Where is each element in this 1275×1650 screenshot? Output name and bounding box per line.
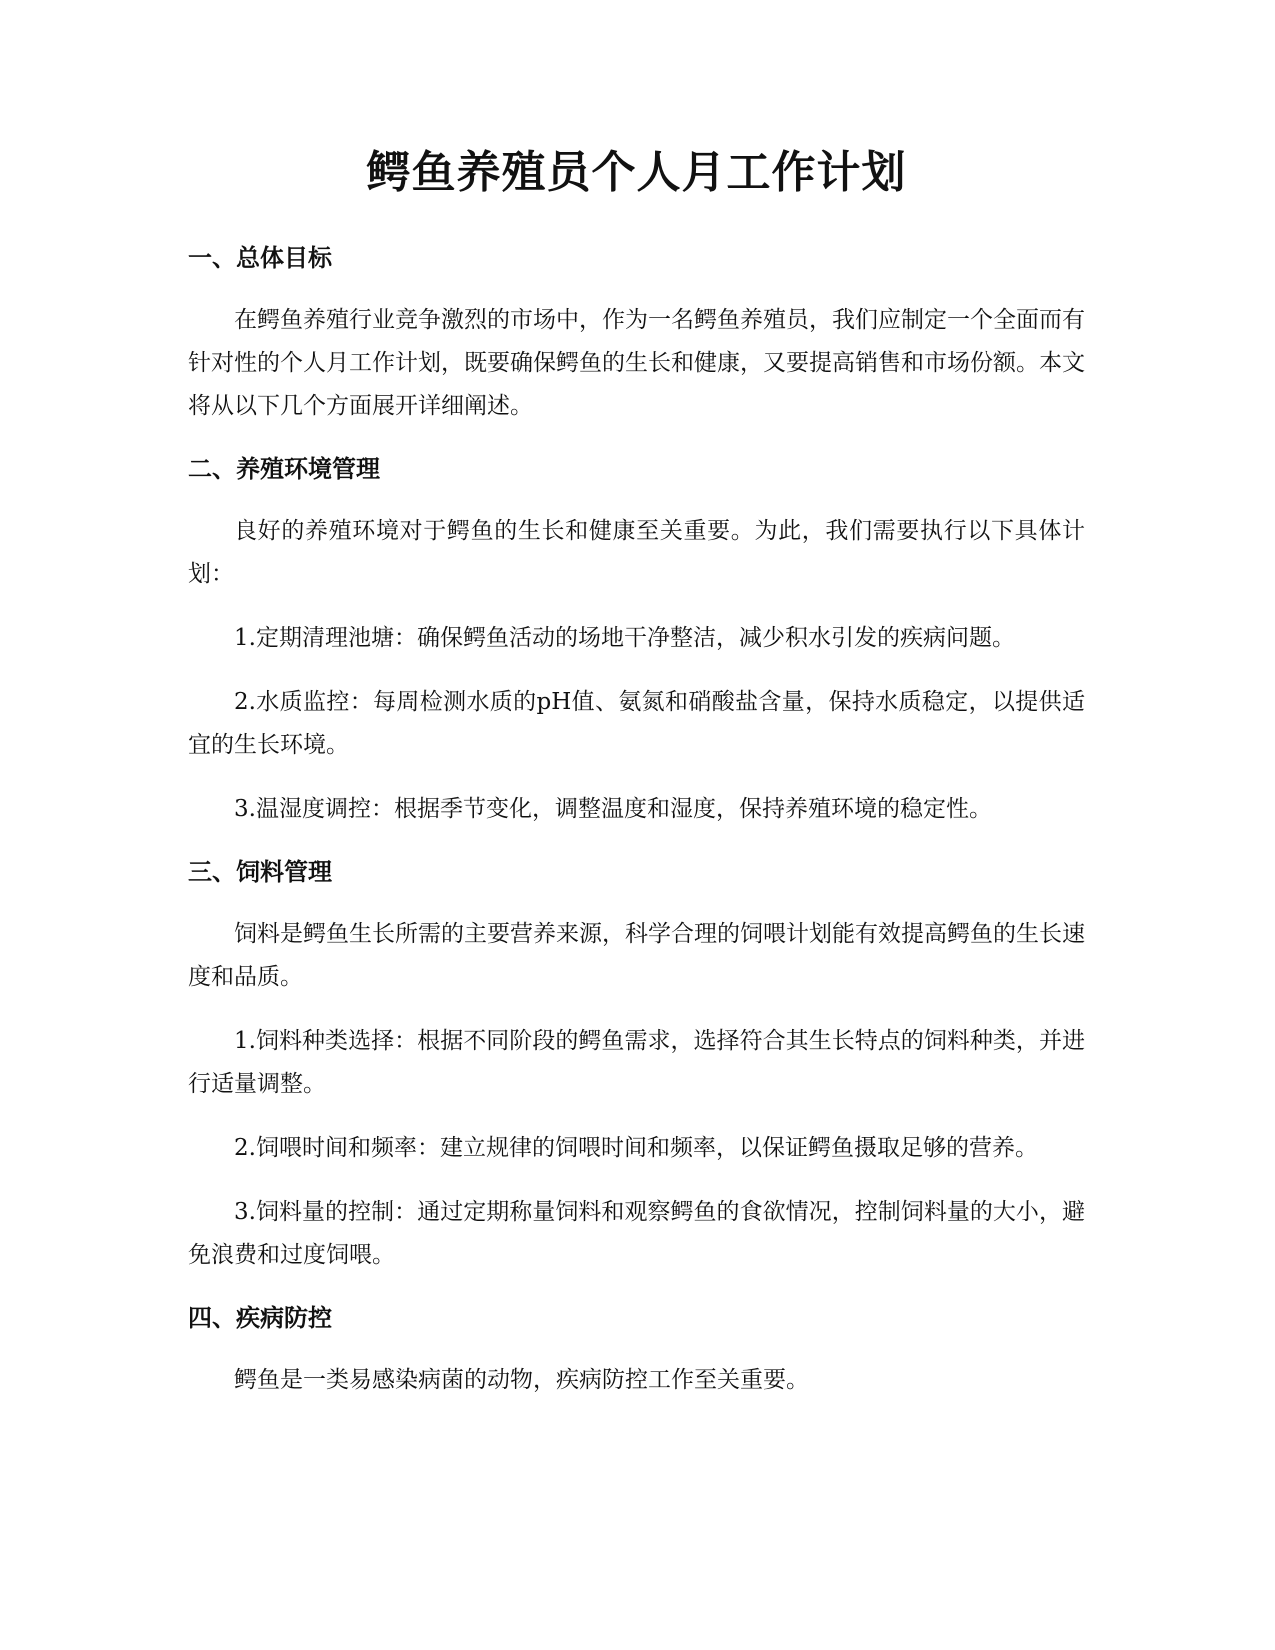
list-item: 1.饲料种类选择：根据不同阶段的鳄鱼需求，选择符合其生长特点的饲料种类，并进行适量调整。 [188, 1028, 1085, 1097]
list-item: 2.饲喂时间和频率：建立规律的饲喂时间和频率，以保证鳄鱼摄取足够的营养。 [234, 1135, 1038, 1161]
paragraph: 饲料是鳄鱼生长所需的主要营养来源，科学合理的饲喂计划能有效提高鳄鱼的生长速度和品质。 [188, 921, 1085, 990]
paragraph: 鳄鱼是一类易感染病菌的动物，疾病防控工作至关重要。 [234, 1367, 809, 1393]
list-item: 1.定期清理池塘：确保鳄鱼活动的场地干净整洁，减少积水引发的疾病问题。 [234, 625, 1015, 651]
paragraph: 在鳄鱼养殖行业竞争激烈的市场中，作为一名鳄鱼养殖员，我们应制定一个全面而有针对性的个人月工作计划，既要确保鳄鱼的生长和健康，又要提高销售和市场份额。本文将从以下几个方面展开详细阐述。 [188, 307, 1085, 419]
section-heading-disease: 四、疾病防控 [188, 1304, 332, 1332]
section-heading-overall-goal: 一、总体目标 [188, 244, 332, 272]
section-heading-feed: 三、饲料管理 [188, 858, 332, 886]
list-item: 3.温湿度调控：根据季节变化，调整温度和湿度，保持养殖环境的稳定性。 [234, 796, 992, 822]
section-heading-environment: 二、养殖环境管理 [188, 455, 380, 483]
paragraph: 良好的养殖环境对于鳄鱼的生长和健康至关重要。为此，我们需要执行以下具体计划： [188, 518, 1085, 587]
list-item: 3.饲料量的控制：通过定期称量饲料和观察鳄鱼的食欲情况，控制饲料量的大小，避免浪费和过度饲喂。 [188, 1199, 1085, 1268]
list-item: 2.水质监控：每周检测水质的pH值、氨氮和硝酸盐含量，保持水质稳定，以提供适宜的生长环境。 [188, 689, 1085, 758]
document-title: 鳄鱼养殖员个人月工作计划 [366, 147, 907, 198]
